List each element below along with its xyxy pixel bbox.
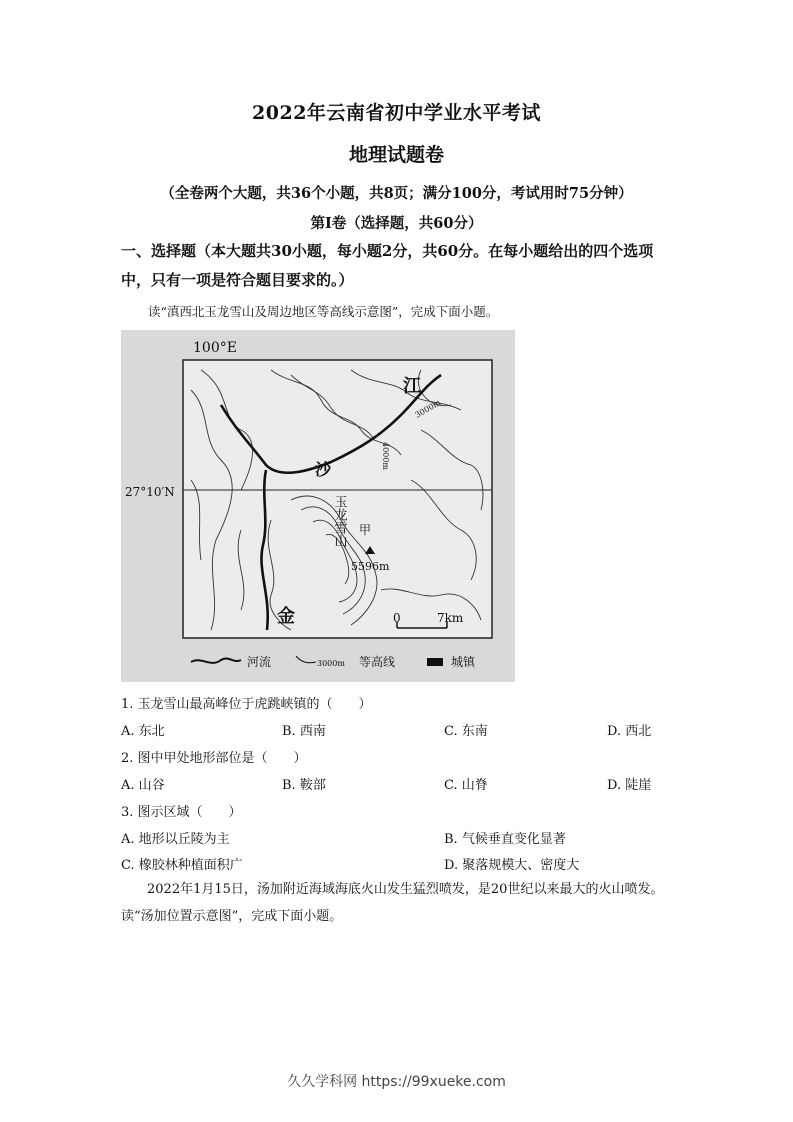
legend-town-icon (427, 658, 443, 666)
scale-zero: 0 (393, 611, 401, 625)
scale-distance: 7km (437, 611, 464, 625)
river-label-jiang: 江 (403, 376, 421, 397)
q1-option-c[interactable]: C. 东南 (444, 724, 488, 739)
mountain-name-label: 玉龙雪山 (331, 495, 347, 547)
q2-option-a[interactable]: A. 山谷 (121, 778, 165, 793)
q3-option-b[interactable]: B. 气候垂直变化显著 (444, 832, 566, 847)
question-2-stem: 2. 图中甲处地形部位是（ ） (121, 751, 307, 766)
q1-option-a[interactable]: A. 东北 (121, 724, 165, 739)
legend-contour-label: 等高线 (359, 655, 396, 669)
legend-contour-value: 3000m (317, 659, 345, 668)
contour-label-4000: 4000m (381, 442, 390, 470)
part-heading: 第Ⅰ卷（选择题，共60分） (310, 215, 483, 232)
q3-option-a[interactable]: A. 地形以丘陵为主 (121, 832, 230, 847)
passage-text: 2022年1月15日，汤加附近海域海底火山发生猛烈喷发，是20世纪以来最大的火山喷发。读“汤加位置示意图”，完成下面小题。 (121, 882, 664, 924)
q2-option-c[interactable]: C. 山脊 (444, 778, 488, 793)
q2-option-b[interactable]: B. 鞍部 (282, 778, 326, 793)
legend-town-label: 城镇 (451, 655, 476, 669)
peak-label: 5596m (351, 560, 390, 573)
q2-option-d[interactable]: D. 陡崖 (607, 778, 652, 793)
page-footer: 久久学科网 https://99xueke.com (287, 1074, 506, 1090)
exam-subtitle: 地理试题卷 (348, 144, 444, 166)
section-heading: 一、选择题（本大题共30小题，每小题2分，共60分。在每小题给出的四个选项中，只有一项是符合题目要求的。） (121, 242, 654, 289)
question-1-stem: 1. 玉龙雪山最高峰位于虎跳峡镇的（ ） (121, 697, 372, 712)
longitude-label: 100°E (193, 340, 237, 356)
river-label-jin: 金 (277, 606, 295, 627)
exam-title: 2022年云南省初中学业水平考试 (252, 102, 541, 124)
mark-jia-label: 甲 (359, 523, 372, 537)
q1-option-b[interactable]: B. 西南 (282, 724, 326, 739)
q3-option-d[interactable]: D. 聚落规模大、密度大 (444, 858, 580, 873)
river-label-sha: 沙 (315, 460, 332, 479)
question-3-stem: 3. 图示区域（ ） (121, 805, 242, 820)
q3-option-c[interactable]: C. 橡胶林种植面积广 (121, 858, 243, 873)
exam-note: （全卷两个大题，共36个小题，共8页；满分100分，考试用时75分钟） (160, 185, 633, 202)
q1-option-d[interactable]: D. 西北 (607, 724, 652, 739)
contour-map (121, 330, 515, 682)
latitude-label: 27°10′N (125, 485, 175, 499)
contour-label-3000: 3000m (413, 397, 443, 420)
legend-river-label: 河流 (247, 655, 272, 669)
map-intro: 读“滇西北玉龙雪山及周边地区等高线示意图”，完成下面小题。 (148, 304, 499, 319)
